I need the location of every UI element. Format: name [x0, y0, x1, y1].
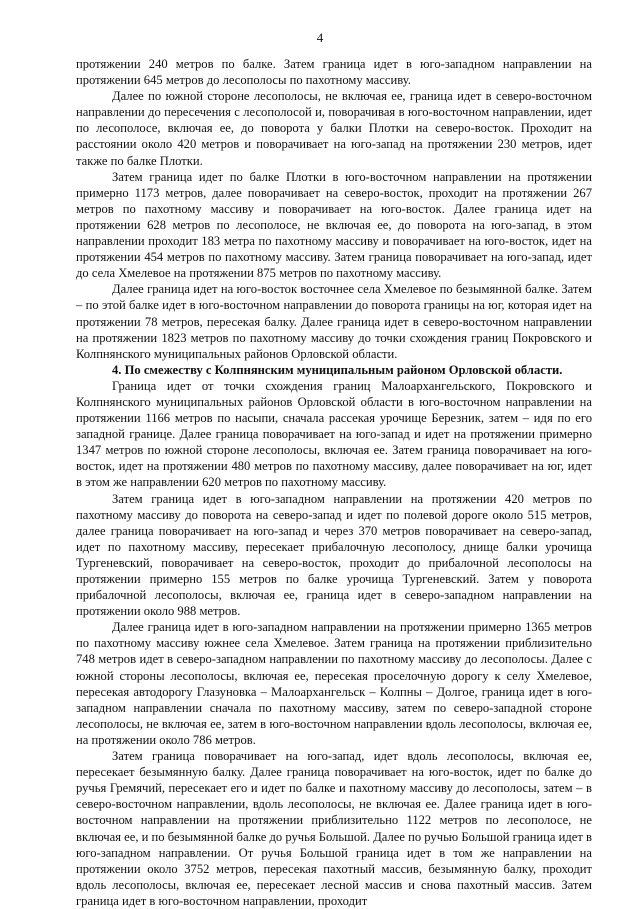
paragraph: Далее граница идет в юго-западном направлении на протяжении примерно 1365 метров по пахотному массиву южнее села Хмелевое. Затем граница на протяжении приблизительно 748 метров идет в северо-западном направлении по пахотному массиву до лесополосы. Далее с южной стороны лесополосы, включая ее, пересекая проселочную дорогу к селу Хмелевое, пересекая автодорогу Глазуновка – Малоархангельск – Колпны – Долгое, граница идет в юго-западном направлении сначала по пахотному массиву, затем по северо-западной стороне лесополосы, не включая ее, затем в юго-восточном направлении вдоль лесополосы, включая ее, на протяжении около 786 метров. — [76, 620, 592, 747]
paragraph: Затем граница идет по балке Плотки в юго-восточном направлении на протяжении примерно 1173 метров, далее поворачивает на северо-восток, проходит на протяжении 267 метров по пахотному массиву и поворачивает на юго-восток. Далее граница идет на протяжении 628 метров по лесополосе, не включая ее, до поворота на юго-запад, в этом направлении проходит 183 метра по пахотному массиву и поворачивает на юго-восток, идет на протяжении 454 метров по пахотному массиву. Затем граница поворачивает на юго-запад, идет до села Хмелевое на протяжении 875 метров по пахотному массиву. — [76, 169, 592, 281]
paragraph: Затем граница поворачивает на юго-запад, идет вдоль лесополосы, включая ее, пересекает безымянную балку. Далее граница поворачивает на юго-восток, идет по балке до ручья Гремячий, пересекает его и идет по балке и пахотному массиву до лесополосы, затем – в северо-восточном направлении, вдоль лесополосы, не включая ее. Далее граница идет в юго-восточном направлении на протяжении приблизительно 1122 метров по лесополосе, не включая ее, и по безымянной балке до ручья Большой. Далее по ручью Большой граница идет в юго-западном направлении. От ручья Большой граница идет в том же направлении на протяжении около 3752 метров, пересекая пахотный массив, безымянную балку, проходит вдоль лесополосы, включая ее, пересекает лесной массив и снова пахотный массив. Затем граница идет в юго-восточном направлении, проходит — [76, 749, 592, 908]
document-body — [76, 56, 592, 909]
paragraph: Граница идет от точки схождения границ Малоархангельского, Покровского и Колпнянского муниципальных районов Орловской области в юго-восточном направлении на протяжении 1166 метров по насыпи, сначала рассекая урочище Березник, затем – идя по его западной границе. Далее граница поворачивает на юго-запад и идет на протяжении примерно 1347 метров по южной стороне лесополосы, включая ее. Затем граница поворачивает на юго-восток, идет на протяжении 480 метров по пахотному массиву, далее поворачивает на юг, идет в этом же направлении 620 метров по пахотному массиву. — [76, 378, 592, 490]
paragraph: Далее граница идет на юго-восток восточнее села Хмелевое по безымянной балке. Затем – по этой балке идет в юго-восточном направлении до поворота границы на юг, которая идет на протяжении 78 метров, пересекая балку. Далее граница идет в северо-восточном направлении на протяжении 1823 метров по пахотному массиву до точки схождения границ Покровского и Колпнянского муниципальных районов Орловской области. — [76, 282, 592, 361]
paragraph: Затем граница идет в юго-западном направлении на протяжении 420 метров по пахотному массиву до поворота на северо-запад и идет по полевой дороге около 515 метров, далее граница поворачивает на юго-запад и через 370 метров поворачивает на северо-запад, идет по пахотному массиву, пересекает прибалочную лесополосу, днище балки урочища Тургеневский, поворачивает на северо-восток, проходит до прибалочной лесополосы на протяжении примерно 155 метров по балке урочища Тургеневский. Затем у поворота прибалочной лесополосы, включая ее, граница идет в северо-западном направлении на протяжении около 988 метров. — [76, 491, 592, 619]
paragraph: Далее по южной стороне лесополосы, не включая ее, граница идет в северо-восточном направлении до пересечения с лесополосой и, поворачивая в юго-восточном направлении, идет по лесополосе, включая ее, до поворота у балки Плотки на северо-восток. Проходит на расстоянии около 420 метров и поворачивает на юго-запад на протяжении 230 метров, идет также по балке Плотки. — [76, 89, 592, 168]
page-number: 4 — [316, 30, 324, 45]
section-heading: 4. По смежеству с Колпнянским муниципальным районом Орловской области. — [112, 362, 563, 377]
paragraph: протяжении 240 метров по балке. Затем граница идет в юго-западном направлении на протяжении 645 метров до лесополосы по пахотному массиву. — [76, 57, 592, 88]
